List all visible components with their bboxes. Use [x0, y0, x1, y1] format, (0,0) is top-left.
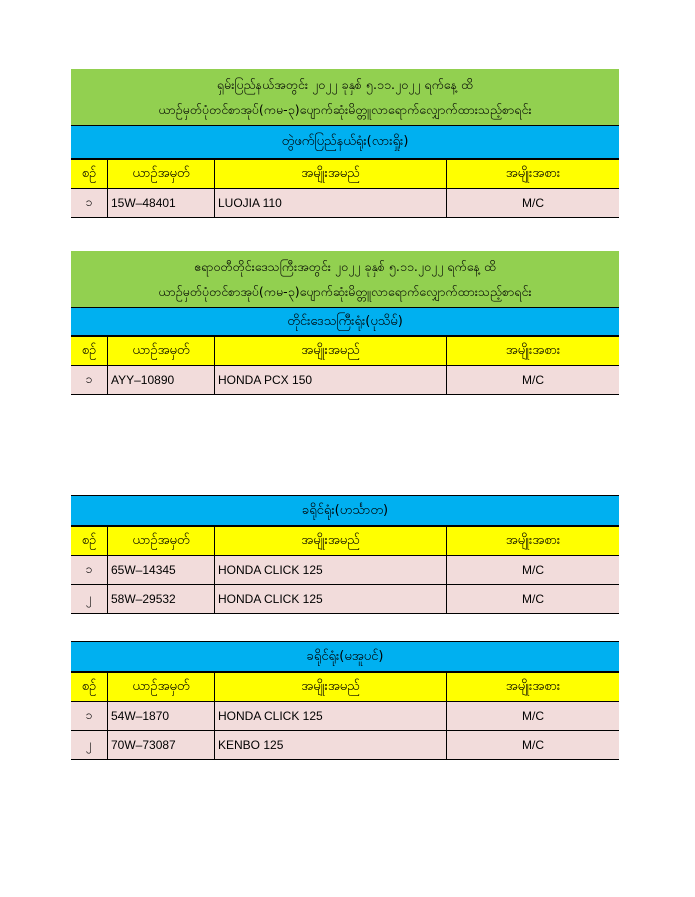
- header-plate: ယာဉ်အမှတ်: [108, 337, 215, 366]
- cell-type: M/C: [447, 189, 620, 218]
- cell-type: M/C: [447, 366, 620, 395]
- table-row: [71, 189, 619, 218]
- table-row: [71, 585, 619, 614]
- table-header-row: [71, 160, 619, 189]
- cell-model: HONDA CLICK 125: [215, 556, 447, 585]
- table-row: [71, 556, 619, 585]
- header-no: စဉ်: [71, 673, 108, 702]
- table-row: [71, 366, 619, 395]
- title-line-2: ယာဉ်မှတ်ပုံတင်စာအုပ်(ကမ-၃)ပျောက်ဆုံးမိတ္တူလာရောက်လျှောက်ထားသည့်စာရင်း: [158, 102, 532, 117]
- cell-no: ၁: [71, 702, 108, 731]
- table-row: [71, 731, 619, 760]
- cell-plate: 54W–1870: [108, 702, 215, 731]
- cell-model: HONDA PCX 150: [215, 366, 447, 395]
- header-no: စဉ်: [71, 527, 108, 556]
- section-title: [71, 251, 619, 308]
- cell-no: ၁: [71, 189, 108, 218]
- header-type: အမျိုးအစား: [447, 527, 620, 556]
- records-table: [71, 672, 619, 760]
- cell-type: M/C: [447, 556, 620, 585]
- cell-plate: 65W–14345: [108, 556, 215, 585]
- office-name: ခရိုင်ရုံး(မအူပင်): [71, 641, 619, 672]
- cell-plate: AYY–10890: [108, 366, 215, 395]
- header-model: အမျိုးအမည်: [215, 337, 447, 366]
- header-no: စဉ်: [71, 160, 108, 189]
- title-line-1: ရှမ်းပြည်နယ်အတွင်း ၂၀၂၂ ခုနှစ် ၅.၁၁.၂၀၂၂ ရက်နေ့ ထိ: [216, 77, 474, 92]
- table-header-row: [71, 337, 619, 366]
- office-name: ခရိုင်ရုံး(ဟင်္သာတ): [71, 495, 619, 526]
- header-plate: ယာဉ်အမှတ်: [108, 160, 215, 189]
- section-title: [71, 69, 619, 126]
- records-table: [71, 159, 619, 218]
- records-table: [71, 526, 619, 614]
- cell-model: HONDA CLICK 125: [215, 585, 447, 614]
- section-ayeyarwady: [71, 251, 619, 395]
- title-line-2: ယာဉ်မှတ်ပုံတင်စာအုပ်(ကမ-၃)ပျောက်ဆုံးမိတ္တူလာရောက်လျှောက်ထားသည့်စာရင်း: [158, 284, 532, 299]
- cell-type: M/C: [447, 731, 620, 760]
- table-row: [71, 702, 619, 731]
- cell-plate: 15W–48401: [108, 189, 215, 218]
- office-name: တွဲဖက်ပြည်နယ်ရုံး(လားရှိုး): [71, 126, 619, 159]
- cell-type: M/C: [447, 702, 620, 731]
- header-plate: ယာဉ်အမှတ်: [108, 673, 215, 702]
- header-no: စဉ်: [71, 337, 108, 366]
- table-header-row: [71, 527, 619, 556]
- section-maubin: [71, 641, 619, 760]
- cell-model: HONDA CLICK 125: [215, 702, 447, 731]
- header-model: အမျိုးအမည်: [215, 527, 447, 556]
- header-type: အမျိုးအစား: [447, 673, 620, 702]
- cell-no: ၂: [71, 731, 108, 760]
- cell-no: ၁: [71, 556, 108, 585]
- header-model: အမျိုးအမည်: [215, 673, 447, 702]
- header-type: အမျိုးအစား: [447, 337, 620, 366]
- header-type: အမျိုးအစား: [447, 160, 620, 189]
- section-shan: [71, 69, 619, 218]
- cell-no: ၁: [71, 366, 108, 395]
- table-header-row: [71, 673, 619, 702]
- title-line-1: ဧရာဝတီတိုင်းဒေသကြီးအတွင်း ၂၀၂၂ ခုနှစ် ၅.၁၁.၂၀၂၂ ရက်နေ့ ထိ: [193, 259, 497, 274]
- section-hinthada: [71, 495, 619, 614]
- header-model: အမျိုးအမည်: [215, 160, 447, 189]
- cell-plate: 70W–73087: [108, 731, 215, 760]
- cell-no: ၂: [71, 585, 108, 614]
- office-name: တိုင်းဒေသကြီးရုံး(ပုသိမ်): [71, 308, 619, 336]
- records-table: [71, 336, 619, 395]
- cell-type: M/C: [447, 585, 620, 614]
- cell-model: KENBO 125: [215, 731, 447, 760]
- cell-model: LUOJIA 110: [215, 189, 447, 218]
- cell-plate: 58W–29532: [108, 585, 215, 614]
- header-plate: ယာဉ်အမှတ်: [108, 527, 215, 556]
